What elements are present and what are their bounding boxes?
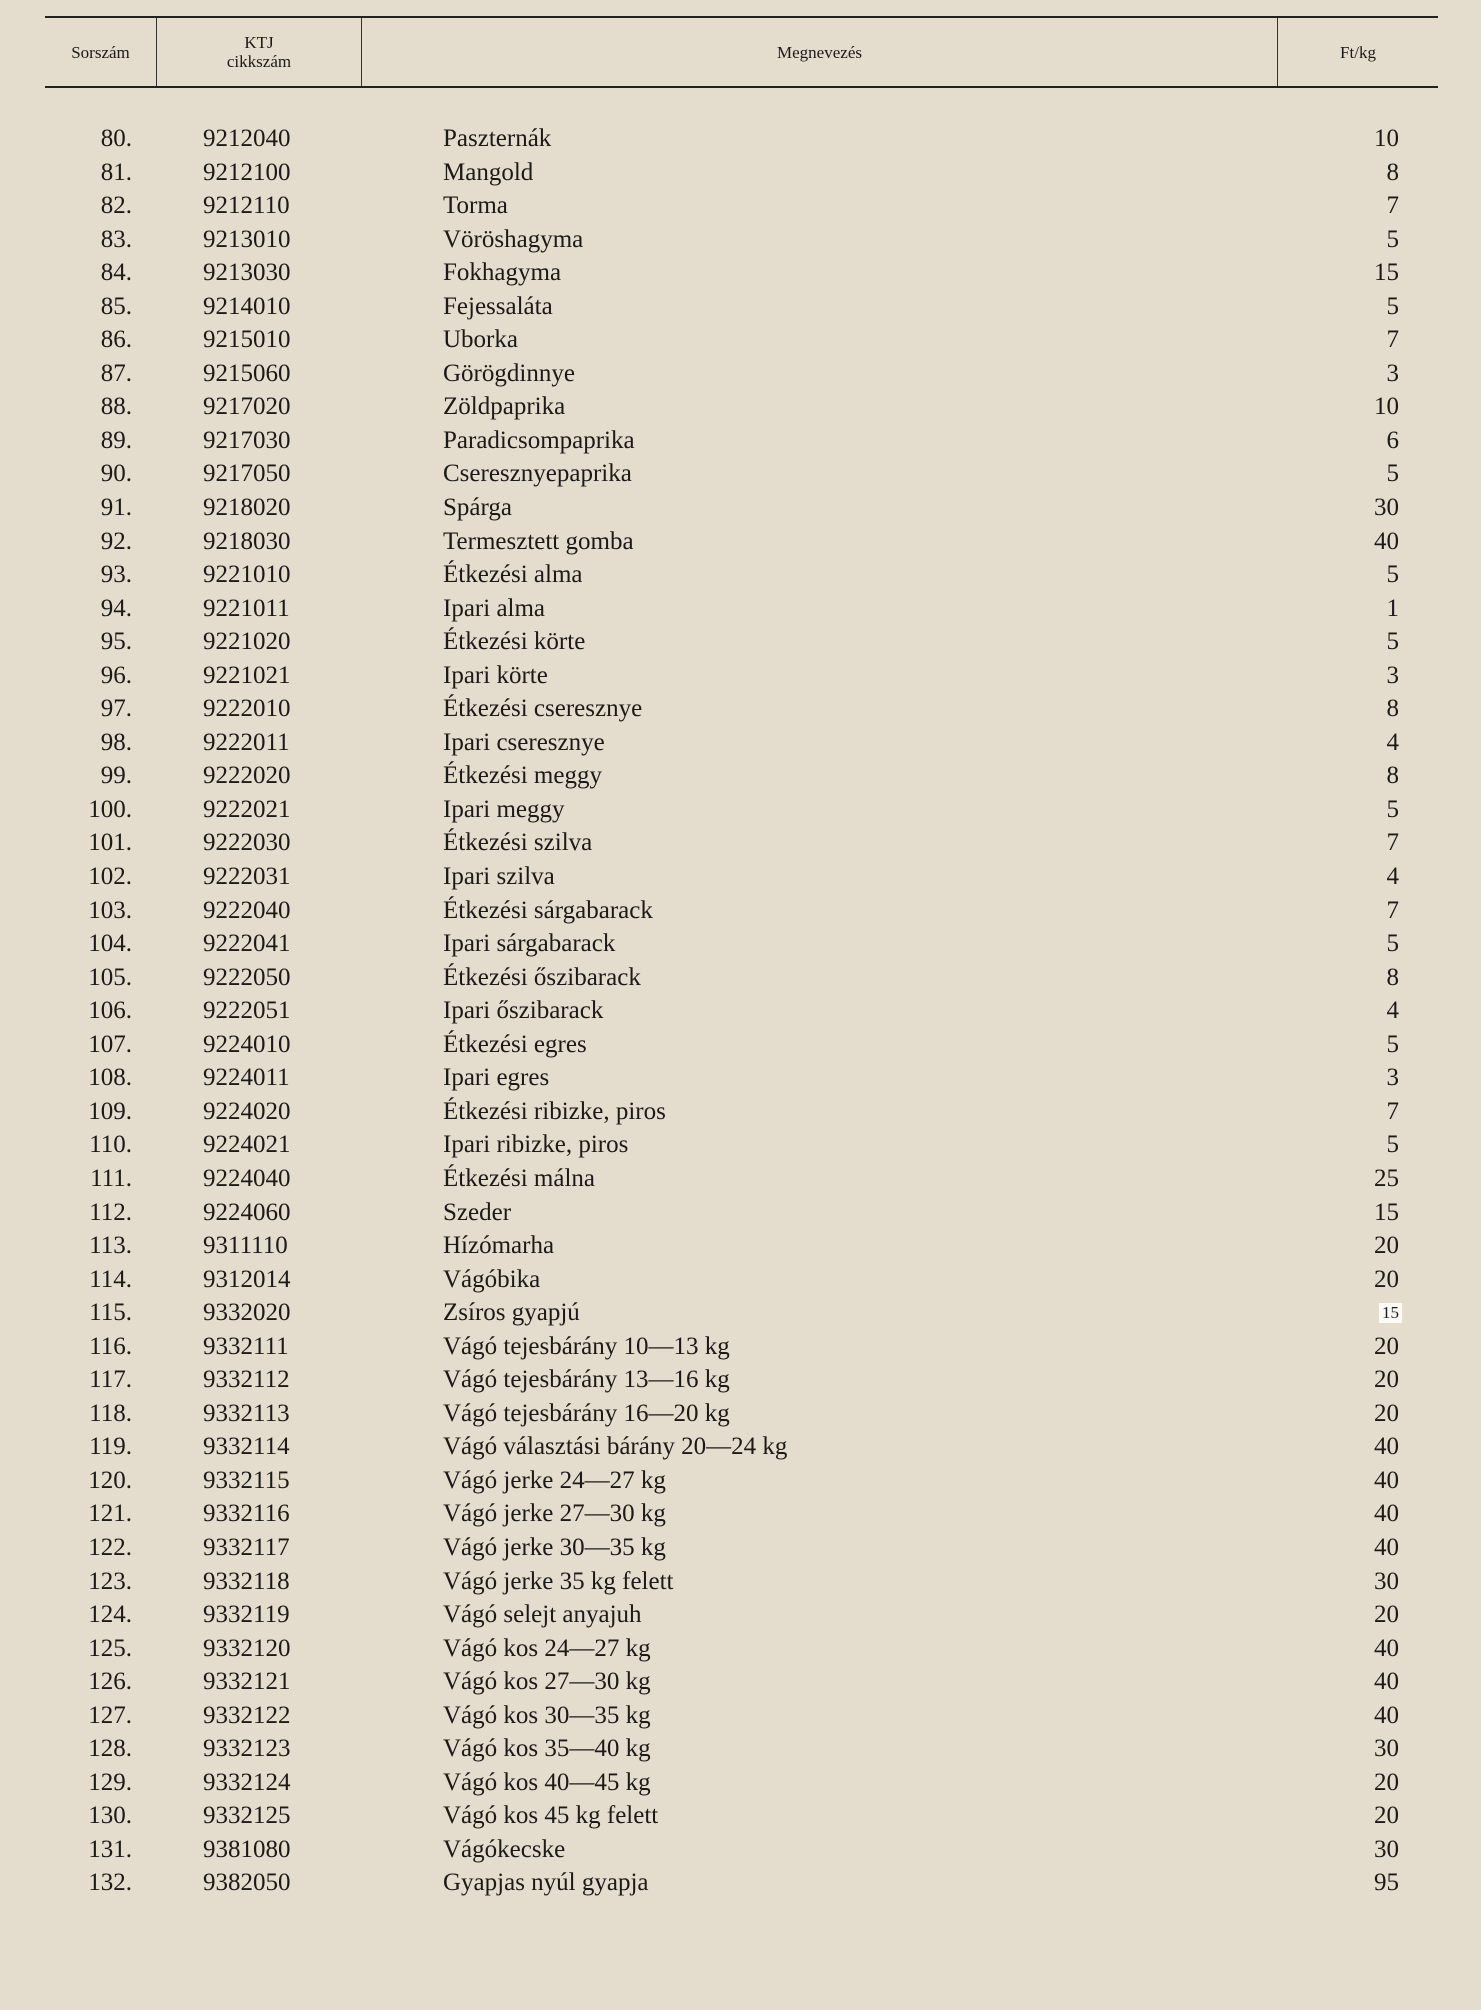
table-row <box>0 1430 1481 1464</box>
row-number: 112. <box>89 1198 132 1226</box>
row-ktj-code: 9381080 <box>203 1835 291 1863</box>
table-row <box>0 1095 1481 1129</box>
row-ktj-code: 9217030 <box>203 426 291 454</box>
row-item-name: Vágó kos 40—45 kg <box>443 1768 651 1796</box>
row-item-name: Étkezési meggy <box>443 762 602 790</box>
table-row <box>0 1665 1481 1699</box>
row-price: 20 <box>1374 1399 1399 1427</box>
row-ktj-code: 9224011 <box>203 1064 290 1092</box>
table-row <box>0 1397 1481 1431</box>
row-number: 120. <box>88 1466 132 1494</box>
row-item-name: Ipari meggy <box>443 795 565 823</box>
table-row <box>0 659 1481 693</box>
row-item-name: Mangold <box>443 158 534 186</box>
row-price: 40 <box>1374 1466 1399 1494</box>
row-number: 93. <box>100 561 132 589</box>
row-price: 7 <box>1386 896 1399 924</box>
row-price: 8 <box>1386 762 1399 790</box>
table-row <box>0 994 1481 1028</box>
row-ktj-code: 9332118 <box>203 1567 290 1595</box>
row-item-name: Vágó selejt anyajuh <box>443 1601 642 1629</box>
row-item-name: Hízómarha <box>443 1232 555 1260</box>
row-price: 5 <box>1386 930 1399 958</box>
row-number: 87. <box>100 359 132 387</box>
row-number: 85. <box>100 292 132 320</box>
row-price: 3 <box>1386 661 1399 689</box>
table-row <box>0 1464 1481 1498</box>
row-number: 116. <box>89 1332 132 1360</box>
row-price: 20 <box>1374 1265 1399 1293</box>
row-price: 5 <box>1386 795 1399 823</box>
row-ktj-code: 9217050 <box>203 460 291 488</box>
row-ktj-code: 9218030 <box>203 527 291 555</box>
row-ktj-code: 9332114 <box>203 1433 290 1461</box>
row-number: 127. <box>88 1701 132 1729</box>
row-item-name: Cseresznyepaprika <box>443 460 632 488</box>
row-number: 125. <box>88 1634 132 1662</box>
table-row <box>0 961 1481 995</box>
row-item-name: Vágó tejesbárány 10—13 kg <box>443 1332 730 1360</box>
header-cikkszam-label: cikkszám <box>226 52 292 71</box>
row-ktj-code: 9224021 <box>203 1131 291 1159</box>
row-item-name: Étkezési sárgabarack <box>443 896 653 924</box>
row-number: 129. <box>88 1768 132 1796</box>
header-ft-kg <box>1278 18 1438 86</box>
table-row <box>0 592 1481 626</box>
row-number: 107. <box>88 1030 132 1058</box>
row-number: 105. <box>88 963 132 991</box>
row-number: 96. <box>100 661 132 689</box>
table-row <box>0 390 1481 424</box>
row-ktj-code: 9312014 <box>203 1265 291 1293</box>
row-item-name: Ipari cseresznye <box>443 728 605 756</box>
row-price: 3 <box>1386 359 1399 387</box>
table-row <box>0 1732 1481 1766</box>
table-row <box>0 1766 1481 1800</box>
row-number: 97. <box>100 695 132 723</box>
row-price: 30 <box>1374 1835 1399 1863</box>
row-price: 20 <box>1374 1768 1399 1796</box>
row-item-name: Vágó jerke 24—27 kg <box>443 1466 666 1494</box>
row-item-name: Ipari körte <box>443 661 548 689</box>
row-number: 108. <box>88 1064 132 1092</box>
table-row <box>0 1363 1481 1397</box>
row-ktj-code: 9217020 <box>203 393 291 421</box>
table-row <box>0 558 1481 592</box>
row-ktj-code: 9332123 <box>203 1735 291 1763</box>
table-row <box>0 1866 1481 1900</box>
row-price: 4 <box>1386 728 1399 756</box>
table-header-bottom-rule <box>45 86 1438 88</box>
row-price: 5 <box>1386 1030 1399 1058</box>
header-ktj-cikkszam <box>157 18 361 86</box>
header-sorszam <box>45 18 156 86</box>
row-number: 115. <box>89 1299 132 1327</box>
row-item-name: Vágó kos 35—40 kg <box>443 1735 651 1763</box>
row-price: 4 <box>1386 997 1399 1025</box>
row-item-name: Vágó jerke 30—35 kg <box>443 1533 666 1561</box>
row-item-name: Étkezési málna <box>443 1164 596 1192</box>
row-item-name: Vöröshagyma <box>443 225 584 253</box>
table-row <box>0 1263 1481 1297</box>
row-item-name: Vágó kos 45 kg felett <box>443 1802 659 1830</box>
row-ktj-code: 9332122 <box>203 1701 291 1729</box>
row-ktj-code: 9212040 <box>203 125 291 152</box>
row-number: 82. <box>100 192 132 220</box>
row-ktj-code: 9332125 <box>203 1802 291 1830</box>
row-ktj-code: 9224060 <box>203 1198 291 1226</box>
table-row <box>0 927 1481 961</box>
row-item-name: Ipari szilva <box>443 863 555 891</box>
row-number: 132. <box>88 1869 132 1897</box>
row-number: 100. <box>88 795 132 823</box>
row-price: 7 <box>1386 192 1399 220</box>
row-ktj-code: 9222021 <box>203 795 291 823</box>
row-ktj-code: 9222020 <box>203 762 291 790</box>
row-price: 20 <box>1374 1366 1399 1394</box>
row-ktj-code: 9382050 <box>203 1869 291 1897</box>
row-number: 92. <box>100 527 132 555</box>
row-item-name: Vágókecske <box>443 1835 566 1863</box>
row-ktj-code: 9215010 <box>203 326 291 354</box>
row-ktj-code: 9222050 <box>203 963 291 991</box>
table-row <box>0 1497 1481 1531</box>
row-ktj-code: 9212110 <box>203 192 290 220</box>
row-number: 81. <box>100 158 132 186</box>
row-price: 15 <box>1374 259 1399 287</box>
table-row <box>0 1799 1481 1833</box>
row-item-name: Gyapjas nyúl gyapja <box>443 1869 649 1897</box>
row-ktj-code: 9222011 <box>203 728 290 756</box>
table-row <box>0 357 1481 391</box>
table-row <box>0 1061 1481 1095</box>
row-ktj-code: 9332113 <box>203 1399 290 1427</box>
table-row <box>0 793 1481 827</box>
row-price: 5 <box>1386 225 1399 253</box>
row-number: 101. <box>88 829 132 857</box>
row-ktj-code: 9332117 <box>203 1533 290 1561</box>
row-ktj-code: 9222010 <box>203 695 291 723</box>
row-ktj-code: 9224040 <box>203 1164 291 1192</box>
row-ktj-code: 9332112 <box>203 1366 290 1394</box>
row-price: 40 <box>1374 1533 1399 1561</box>
row-item-name: Zöldpaprika <box>443 393 566 421</box>
row-price: 30 <box>1374 494 1399 522</box>
row-number: 114. <box>89 1265 132 1293</box>
row-price: 20 <box>1374 1802 1399 1830</box>
row-number: 103. <box>88 896 132 924</box>
row-item-name: Vágó tejesbárány 16—20 kg <box>443 1399 730 1427</box>
row-ktj-code: 9332121 <box>203 1668 291 1696</box>
row-price: 7 <box>1386 829 1399 857</box>
row-item-name: Fejessaláta <box>443 292 553 320</box>
header-sorszam-label: Sorszám <box>71 42 130 62</box>
row-item-name: Étkezési körte <box>443 628 586 656</box>
row-price: 7 <box>1386 1097 1399 1125</box>
row-item-name: Spárga <box>443 494 512 522</box>
table-row <box>0 1028 1481 1062</box>
row-price: 10 <box>1374 393 1399 421</box>
row-number: 110. <box>89 1131 132 1159</box>
table-row <box>0 1229 1481 1263</box>
row-item-name: Paradicsompaprika <box>443 426 635 454</box>
table-row <box>0 156 1481 190</box>
row-ktj-code: 9213010 <box>203 225 291 253</box>
row-number: 128. <box>88 1735 132 1763</box>
row-item-name: Vágó jerke 35 kg felett <box>443 1567 674 1595</box>
row-number: 123. <box>88 1567 132 1595</box>
table-row <box>0 1565 1481 1599</box>
row-number: 84. <box>100 259 132 287</box>
row-number: 94. <box>100 594 132 622</box>
row-item-name: Fokhagyma <box>443 259 562 287</box>
row-ktj-code: 9212100 <box>203 158 291 186</box>
row-ktj-code: 9221021 <box>203 661 291 689</box>
row-item-name: Zsíros gyapjú <box>443 1299 580 1327</box>
row-price: 3 <box>1386 1064 1399 1092</box>
row-price: 6 <box>1386 426 1399 454</box>
row-item-name: Ipari őszibarack <box>443 997 604 1025</box>
row-price: 20 <box>1374 1232 1399 1260</box>
row-item-name: Ipari sárgabarack <box>443 930 616 958</box>
row-price: 5 <box>1386 628 1399 656</box>
row-price: 40 <box>1374 1701 1399 1729</box>
row-price: 5 <box>1386 460 1399 488</box>
table-row <box>0 457 1481 491</box>
row-ktj-code: 9221020 <box>203 628 291 656</box>
row-number: 124. <box>88 1601 132 1629</box>
table-body <box>0 122 1481 1900</box>
row-price: 40 <box>1374 1433 1399 1461</box>
row-number: 130. <box>88 1802 132 1830</box>
row-number: 95. <box>100 628 132 656</box>
row-price: 8 <box>1386 695 1399 723</box>
row-item-name: Étkezési cseresznye <box>443 695 643 723</box>
row-price: 20 <box>1374 1332 1399 1360</box>
row-number: 126. <box>88 1668 132 1696</box>
row-number: 88. <box>100 393 132 421</box>
row-price: 25 <box>1374 1164 1399 1192</box>
row-number: 80. <box>100 125 132 152</box>
row-ktj-code: 9224010 <box>203 1030 291 1058</box>
row-item-name: Termesztett gomba <box>443 527 634 555</box>
row-ktj-code: 9222041 <box>203 930 291 958</box>
row-price: 40 <box>1374 1668 1399 1696</box>
table-row <box>0 1196 1481 1230</box>
header-ft-kg-label: Ft/kg <box>1340 42 1376 62</box>
table-row <box>0 1833 1481 1867</box>
row-ktj-code: 9332124 <box>203 1768 291 1796</box>
row-number: 104. <box>88 930 132 958</box>
row-ktj-code: 9215060 <box>203 359 291 387</box>
row-number: 118. <box>89 1399 132 1427</box>
row-ktj-code: 9218020 <box>203 494 291 522</box>
row-number: 122. <box>88 1533 132 1561</box>
row-ktj-code: 9311110 <box>203 1232 288 1260</box>
row-price: 95 <box>1374 1869 1399 1897</box>
row-ktj-code: 9332111 <box>203 1332 289 1360</box>
table-row <box>0 189 1481 223</box>
row-number: 98. <box>100 728 132 756</box>
row-price: 40 <box>1374 1500 1399 1528</box>
row-ktj-code: 9222040 <box>203 896 291 924</box>
table-row <box>0 1598 1481 1632</box>
table-row <box>0 290 1481 324</box>
table-row <box>0 1632 1481 1666</box>
row-item-name: Paszternák <box>443 125 552 152</box>
row-item-name: Vágóbika <box>443 1265 541 1293</box>
row-price: 40 <box>1374 527 1399 555</box>
header-megnevezes <box>362 18 1277 86</box>
row-item-name: Vágó kos 24—27 kg <box>443 1634 651 1662</box>
row-number: 117. <box>89 1366 132 1394</box>
row-item-name: Uborka <box>443 326 518 354</box>
table-row <box>0 860 1481 894</box>
row-price: 15 <box>1379 1303 1402 1323</box>
row-number: 102. <box>88 863 132 891</box>
row-ktj-code: 9221011 <box>203 594 290 622</box>
row-ktj-code: 9222031 <box>203 863 291 891</box>
row-price: 30 <box>1374 1567 1399 1595</box>
row-item-name: Vágó kos 30—35 kg <box>443 1701 651 1729</box>
row-item-name: Vágó jerke 27—30 kg <box>443 1500 666 1528</box>
table-row <box>0 625 1481 659</box>
row-ktj-code: 9224020 <box>203 1097 291 1125</box>
row-number: 121. <box>88 1500 132 1528</box>
row-price: 7 <box>1386 326 1399 354</box>
row-number: 83. <box>100 225 132 253</box>
row-ktj-code: 9332116 <box>203 1500 290 1528</box>
row-price: 4 <box>1386 863 1399 891</box>
row-ktj-code: 9213030 <box>203 259 291 287</box>
row-item-name: Ipari ribizke, piros <box>443 1131 629 1159</box>
table-row <box>0 122 1481 156</box>
header-megnevezes-label: Megnevezés <box>777 42 862 62</box>
row-item-name: Vágó kos 27—30 kg <box>443 1668 651 1696</box>
table-row <box>0 491 1481 525</box>
row-number: 91. <box>100 494 132 522</box>
table-row <box>0 894 1481 928</box>
row-price: 5 <box>1386 561 1399 589</box>
row-item-name: Görögdinnye <box>443 359 575 387</box>
row-item-name: Étkezési őszibarack <box>443 963 641 991</box>
row-number: 109. <box>88 1097 132 1125</box>
table-row <box>0 1296 1481 1330</box>
row-ktj-code: 9221010 <box>203 561 291 589</box>
table-row <box>0 1699 1481 1733</box>
row-item-name: Ipari alma <box>443 594 546 622</box>
header-ktj-label: KTJ <box>244 33 274 52</box>
table-row <box>0 223 1481 257</box>
row-ktj-code: 9332115 <box>203 1466 290 1494</box>
table-row <box>0 1128 1481 1162</box>
row-number: 111. <box>90 1164 132 1192</box>
row-item-name: Vágó tejesbárány 13—16 kg <box>443 1366 730 1394</box>
row-ktj-code: 9332020 <box>203 1299 291 1327</box>
row-price: 10 <box>1374 125 1399 152</box>
row-ktj-code: 9222030 <box>203 829 291 857</box>
row-number: 99. <box>100 762 132 790</box>
row-item-name: Vágó választási bárány 20—24 kg <box>443 1433 788 1461</box>
row-item-name: Étkezési ribizke, piros <box>443 1097 666 1125</box>
row-item-name: Torma <box>443 192 508 220</box>
row-ktj-code: 9332119 <box>203 1601 290 1629</box>
table-row <box>0 323 1481 357</box>
row-price: 5 <box>1386 292 1399 320</box>
row-price: 40 <box>1374 1634 1399 1662</box>
table-row <box>0 726 1481 760</box>
table-row <box>0 759 1481 793</box>
row-number: 89. <box>100 426 132 454</box>
row-ktj-code: 9214010 <box>203 292 291 320</box>
table-row <box>0 1162 1481 1196</box>
row-item-name: Étkezési szilva <box>443 829 593 857</box>
table-row <box>0 1330 1481 1364</box>
row-item-name: Szeder <box>443 1198 512 1226</box>
row-number: 106. <box>88 997 132 1025</box>
row-price: 8 <box>1386 963 1399 991</box>
row-item-name: Étkezési egres <box>443 1030 587 1058</box>
table-row <box>0 826 1481 860</box>
row-item-name: Ipari egres <box>443 1064 550 1092</box>
table-row <box>0 424 1481 458</box>
row-item-name: Étkezési alma <box>443 561 583 589</box>
row-number: 119. <box>89 1433 132 1461</box>
row-price: 1 <box>1386 594 1399 622</box>
row-number: 90. <box>100 460 132 488</box>
row-ktj-code: 9222051 <box>203 997 291 1025</box>
row-price: 8 <box>1386 158 1399 186</box>
row-price: 15 <box>1374 1198 1399 1226</box>
row-price: 5 <box>1386 1131 1399 1159</box>
table-row <box>0 256 1481 290</box>
row-price: 30 <box>1374 1735 1399 1763</box>
table-row <box>0 692 1481 726</box>
row-number: 131. <box>88 1835 132 1863</box>
table-row <box>0 1531 1481 1565</box>
row-number: 86. <box>100 326 132 354</box>
row-price: 20 <box>1374 1601 1399 1629</box>
table-row <box>0 525 1481 559</box>
row-ktj-code: 9332120 <box>203 1634 291 1662</box>
row-number: 113. <box>89 1232 132 1260</box>
